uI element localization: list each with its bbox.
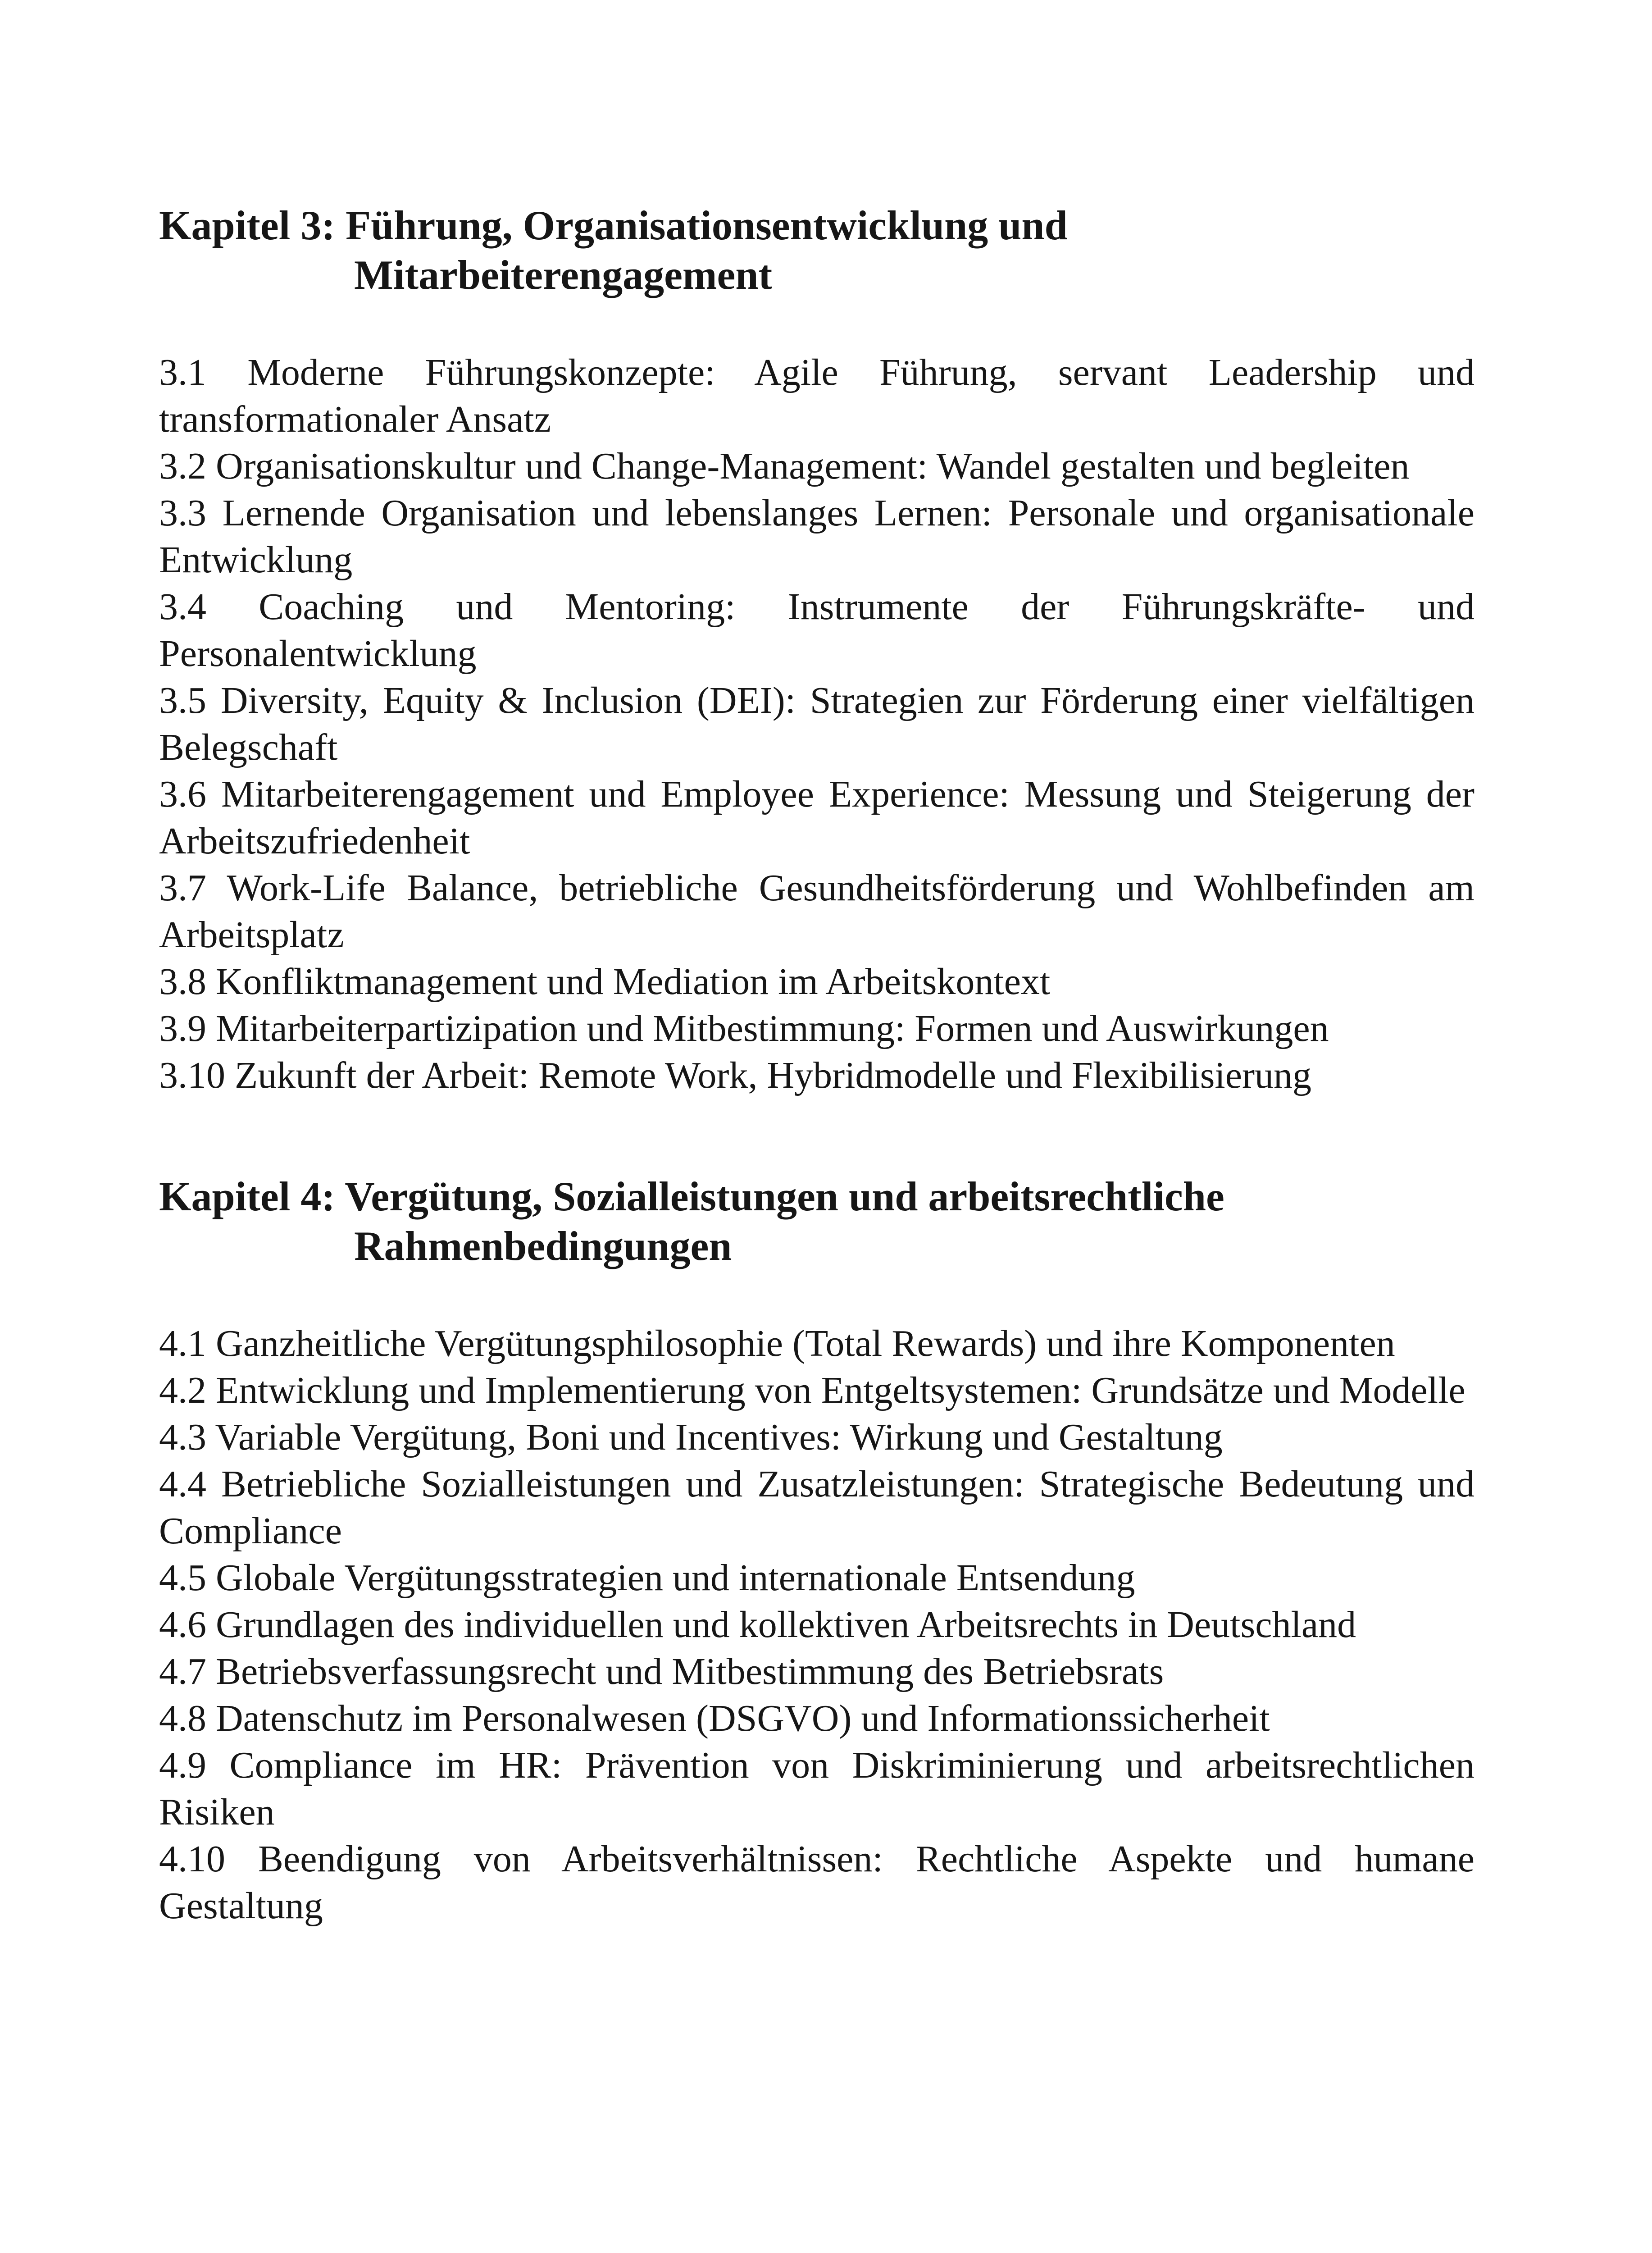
section-title: Organisationskultur und Change-Management: Wandel gestalten und begleiten	[216, 445, 1410, 487]
section-number: 4.2	[159, 1369, 206, 1411]
chapter-heading-line1: Kapitel 3: Führung, Organisationsentwicklung und	[159, 202, 1068, 248]
section-entry-3-7	[159, 865, 1475, 958]
section-title: Betriebliche Sozialleistungen und Zusatzleistungen: Strategische Bedeutung und Compliance	[159, 1463, 1475, 1552]
chapter-heading-line1: Kapitel 4: Vergütung, Sozialleistungen und arbeitsrechtliche	[159, 1173, 1224, 1219]
section-title: Entwicklung und Implementierung von Entgeltsystemen: Grundsätze und Modelle	[216, 1369, 1465, 1411]
section-number: 4.3	[159, 1416, 206, 1458]
section-number: 3.8	[159, 961, 206, 1003]
section-entry-4-1	[159, 1320, 1475, 1367]
section-title: Mitarbeiterengagement und Employee Experience: Messung und Steigerung der Arbeitszufriedenheit	[159, 773, 1475, 862]
section-number: 3.4	[159, 586, 206, 628]
section-title: Variable Vergütung, Boni und Incentives: Wirkung und Gestaltung	[215, 1416, 1223, 1458]
chapter-heading	[159, 1172, 1475, 1271]
section-number: 4.6	[159, 1604, 206, 1646]
section-title: Grundlagen des individuellen und kollektiven Arbeitsrechts in Deutschland	[216, 1604, 1356, 1646]
section-number: 3.2	[159, 445, 206, 487]
section-entry-4-7	[159, 1648, 1475, 1695]
section-entry-3-1	[159, 349, 1475, 443]
section-entry-4-3	[159, 1414, 1475, 1461]
section-title: Diversity, Equity & Inclusion (DEI): Strategien zur Förderung einer vielfältigen Belegschaft	[159, 680, 1475, 768]
section-list	[159, 1320, 1475, 1929]
section-title: Betriebsverfassungsrecht und Mitbestimmung des Betriebsrats	[216, 1651, 1164, 1692]
section-number: 4.1	[159, 1323, 206, 1364]
section-title: Konfliktmanagement und Mediation im Arbeitskontext	[216, 961, 1051, 1003]
section-number: 3.9	[159, 1008, 206, 1049]
chapter-4	[159, 1172, 1475, 1927]
section-number: 4.4	[159, 1463, 206, 1505]
section-title: Lernende Organisation und lebenslanges Lernen: Personale und organisationale Entwicklung	[159, 492, 1475, 581]
section-number: 4.7	[159, 1651, 206, 1692]
section-title: Moderne Führungskonzepte: Agile Führung, servant Leadership und transformationaler Ansatz	[159, 351, 1475, 440]
section-entry-3-10	[159, 1052, 1475, 1099]
section-number: 3.7	[159, 867, 206, 909]
section-entry-4-6	[159, 1601, 1475, 1648]
section-list	[159, 349, 1475, 1099]
section-title: Coaching und Mentoring: Instrumente der Führungskräfte- und Personalentwicklung	[159, 586, 1475, 675]
section-entry-4-2	[159, 1367, 1475, 1414]
section-entry-3-8	[159, 958, 1475, 1005]
section-title: Beendigung von Arbeitsverhältnissen: Rechtliche Aspekte und humane Gestaltung	[159, 1838, 1475, 1927]
section-title: Work-Life Balance, betriebliche Gesundheitsförderung und Wohlbefinden am Arbeitsplatz	[159, 867, 1475, 956]
section-number: 4.5	[159, 1557, 206, 1599]
section-entry-3-2	[159, 443, 1475, 490]
section-title: Mitarbeiterpartizipation und Mitbestimmung: Formen und Auswirkungen	[216, 1008, 1329, 1049]
chapter-heading	[159, 201, 1475, 300]
section-number: 4.9	[159, 1744, 206, 1786]
section-title: Globale Vergütungsstrategien und internationale Entsendung	[216, 1557, 1135, 1599]
section-number: 3.1	[159, 351, 206, 393]
section-entry-4-4	[159, 1461, 1475, 1555]
chapter-heading-line2: Mitarbeiterengagement	[354, 252, 773, 298]
section-number: 4.8	[159, 1697, 206, 1739]
section-title: Zukunft der Arbeit: Remote Work, Hybridmodelle und Flexibilisierung	[235, 1054, 1311, 1096]
section-number: 4.10	[159, 1838, 225, 1880]
section-entry-4-5	[159, 1555, 1475, 1601]
section-entry-3-4	[159, 584, 1475, 677]
chapter-heading-line2: Rahmenbedingungen	[354, 1223, 732, 1269]
section-number: 3.10	[159, 1054, 225, 1096]
section-entry-3-3	[159, 490, 1475, 584]
section-title: Datenschutz im Personalwesen (DSGVO) und Informationssicherheit	[216, 1697, 1270, 1739]
section-number: 3.5	[159, 680, 206, 721]
section-entry-4-8	[159, 1695, 1475, 1742]
section-number: 3.3	[159, 492, 206, 534]
section-title: Ganzheitliche Vergütungsphilosophie (Total Rewards) und ihre Komponenten	[216, 1323, 1395, 1364]
section-entry-3-5	[159, 677, 1475, 771]
section-entry-4-9	[159, 1742, 1475, 1836]
section-title: Compliance im HR: Prävention von Diskriminierung und arbeitsrechtlichen Risiken	[159, 1744, 1475, 1833]
section-entry-4-10	[159, 1836, 1475, 1929]
section-number: 3.6	[159, 773, 206, 815]
section-entry-3-6	[159, 771, 1475, 865]
chapter-3	[159, 201, 1475, 1096]
section-entry-3-9	[159, 1005, 1475, 1052]
